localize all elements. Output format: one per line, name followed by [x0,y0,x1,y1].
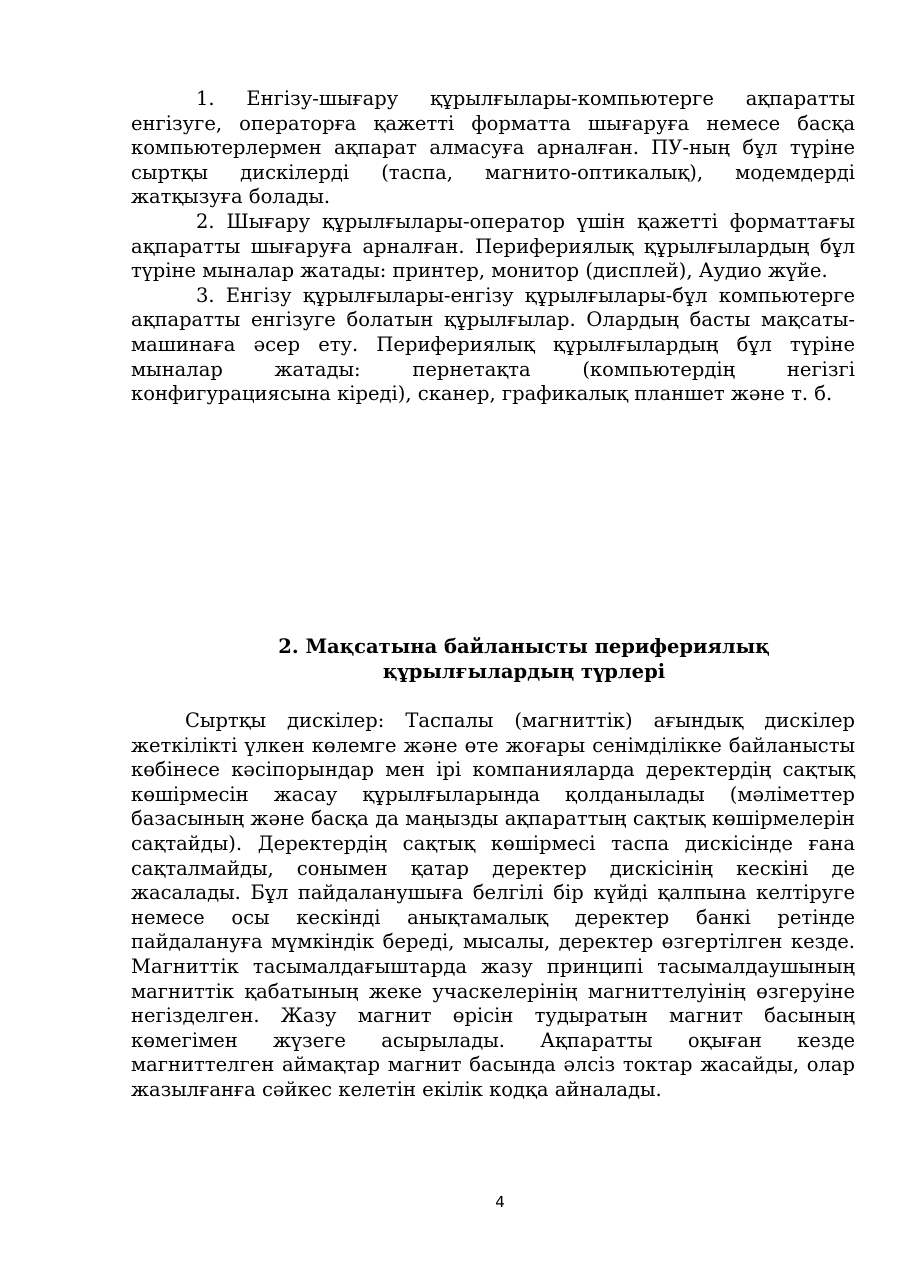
numbered-list [131,87,855,407]
section-heading [131,634,855,684]
page-number: 4 [495,1193,505,1211]
external-disks-paragraph: Сыртқы дискілер: Таспалы (магниттік) ағындық дискілер жеткілікті үлкен көлемге және өте жоғары сенімділікке байланысты көбінесе кәсіпорындар мен ірі компанияларда деректердің сақтық көшірмесін жасау құрылғыларында қолданылады (мәліметтер базасының және басқа да маңызды ақпараттың сақтық көшірмелерін сақтайды). Деректердің сақтық көшірмесі таспа дискісінде ғана сақталмайды, сонымен қатар деректер дискісінің кескіні де жасалады. Бұл пайдаланушыға белгілі бір күйді қалпына келтіруге немесе осы кескінді анықтамалық деректер банкі ретінде пайдалануға мүмкіндік береді, мысалы, деректер өзгертілген кезде. Магниттік тасымалдағыштарда жазу принципі тасымалдаушының магниттік қабатының жеке учаскелерінің магниттелуінің өзгеруіне негізделген. Жазу магнит өрісін тудыратын магнит басының көмегімен жүзеге асырылады. Ақпаратты оқыған кезде магниттелген аймақтар магнит басында әлсіз токтар жасайды, олар жазылғанға сәйкес келетін екілік кодқа айналады. [131,709,855,1101]
list-item-input-output-devices: 1. Енгізу-шығару құрылғылары-компьютерге ақпаратты енгізуге, операторға қажетті форматта шығаруға немесе басқа компьютерлермен ақпарат алмасуға арналған. ПУ-ның бұл түріне сыртқы дискілерді (таспа, магнито-оптикалық), модемдерді жатқызуға болады. [131,87,855,209]
section-heading-line-1: 2. Мақсатына байланысты перифериялық [278,635,770,658]
list-item-output-devices: 2. Шығару құрылғылары-оператор үшін қажетті форматтағы ақпаратты шығаруға арналған. Перифериялық құрылғылардың бұл түріне мыналар жатады: принтер, монитор (дисплей), Аудио жүйе. [131,209,855,283]
list-item-input-devices: 3. Енгізу құрылғылары-енгізу құрылғылары-бұл компьютерге ақпаратты енгізуге болатын құрылғылар. Олардың басты мақсаты-машинаға әсер ету. Перифериялық құрылғылардың бұл түріне мыналар жатады: пернетақта (компьютердің негізгі конфигурациясына кіреді), сканер, графикалық планшет және т. б. [131,283,855,406]
section-heading-line-2: құрылғылардың түрлері [382,660,666,683]
section-body [131,709,855,1103]
